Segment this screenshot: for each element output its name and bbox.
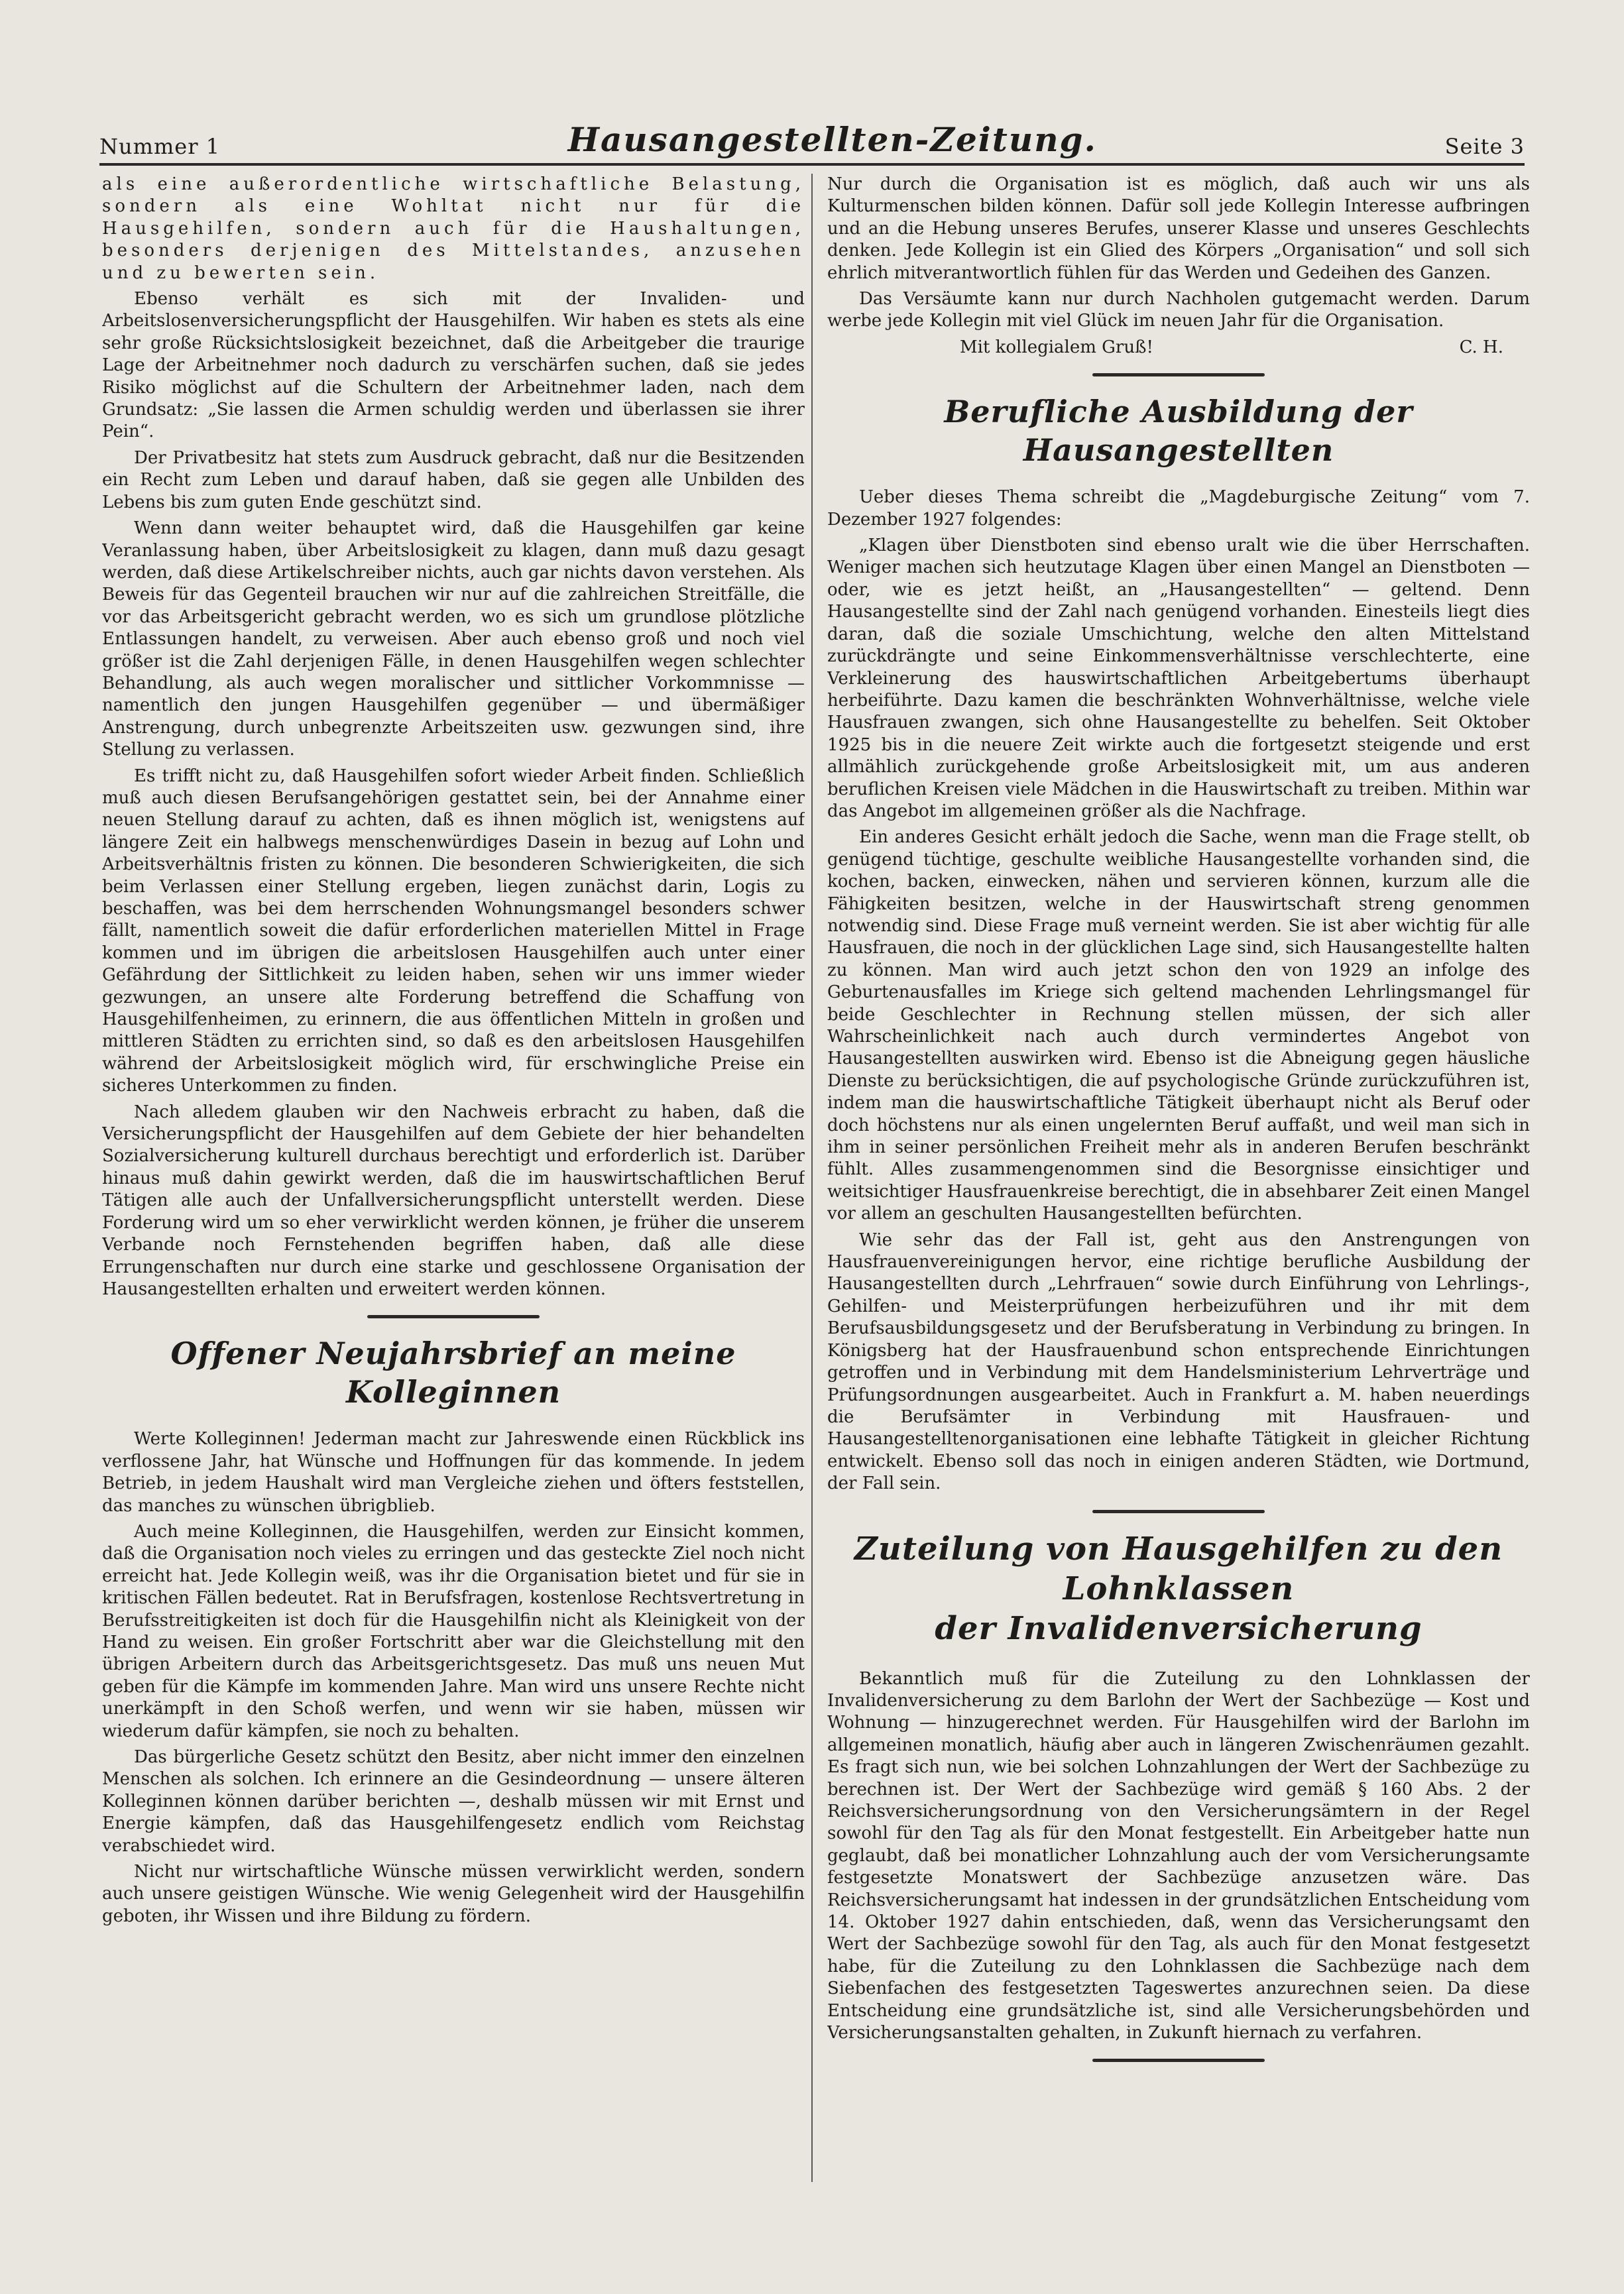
section-separator xyxy=(1092,1510,1265,1513)
section-separator xyxy=(1092,373,1265,376)
article-paragraph: Wenn dann weiter behauptet wird, daß die Hausgehilfen gar keine Veranlassung haben, über Arbeitslosigkeit zu klagen, dann muß dazu gesagt werden, daß diese Artikelschreiber nichts, auch gar nichts davon verstehen. Als Beweis für das Gegenteil brauchen wir nur auf die zahlreichen Streitfälle, die vor das Arbeitsgericht gebracht werden, wo es sich um grundlose plötzliche Entlassungen handelt, zu verweisen. Aber auch ebenso groß und noch viel größer ist die Zahl derjenigen Fälle, in denen Hausgehilfen wegen schlechter Behandlung, als auch wegen moralischer und sittlicher Vorkommnisse — namentlich den jungen Hausgehilfen gegenüber — und übermäßiger Anstrengung, durch unbegrenzte Arbeitszeiten usw. gezwungen sind, ihre Stellung zu verlassen. xyxy=(102,518,805,760)
author-initials: C. H. xyxy=(1459,337,1503,357)
article-paragraph: Ein anderes Gesicht erhält jedoch die Sache, wenn man die Frage stellt, ob genügend tüchtige, geschulte weibliche Hausangestellte vorhanden sind, die kochen, backen, einwecken, nähen und servieren können, kurzum alle die Fähigkeiten besitzen, welche in der Hauswirtschaft streng genommen notwendig sind. Diese Frage muß verneint werden. Sie ist aber wichtig für alle Hausfrauen, die noch in der glücklichen Lage sind, sich Hausangestellte halten zu können. Man wird auch jetzt schon den von 1929 an infolge des Geburtenausfalles im Kriege sich geltend machenden Lehrlingsmangel für beide Geschlechter in Rechnung stellen müssen, der sich aller Wahrscheinlichkeit nach auch durch vermindertes Angebot von Hausangestellten auswirken wird. Ebenso ist die Abneigung gegen häusliche Dienste zu berücksichtigen, die auf psychologische Gründe zurückzuführen ist, indem man die hauswirtschaftliche Tätigkeit überhaupt nicht als Beruf oder doch höchstens nur als einen ungelernten Beruf auffaßt, und weil man sich in ihm in seiner persönlichen Freiheit mehr als in anderen Berufen beschränkt fühlt. Alles zusammengenommen sind die Besorgnisse einsichtiger und weitsichtiger Hausfrauenkreise berechtigt, die in absehbarer Zeit einen Mangel vor allem an geschulten Hausangestellten befürchten. xyxy=(827,827,1530,1224)
right-column xyxy=(827,174,1530,2189)
issue-number: Nummer 1 xyxy=(99,134,221,159)
column-divider xyxy=(811,174,813,2182)
left-column xyxy=(102,174,805,2189)
article-paragraph: Der Privatbesitz hat stets zum Ausdruck gebracht, daß nur die Besitzenden ein Recht zum Leben und darauf haben, daß sie gegen alle Unbilden des Lebens bis zum guten Ende geschützt sind. xyxy=(102,447,805,512)
letter-paragraph: Das Versäumte kann nur durch Nachholen gutgemacht werden. Darum werbe jede Kollegin mit viel Glück im neuen Jahr für die Organisation. xyxy=(827,289,1530,331)
article-paragraph: Nach alledem glauben wir den Nachweis erbracht zu haben, daß die Versicherungspflicht der Hausgehilfen auf dem Gebiete der hier behandelten Sozialversicherung kulturell durchaus berechtigt und erforderlich ist. Darüber hinaus muß dahin gewirkt werden, daß die im hauswirtschaftlichen Beruf Tätigen alle auch der Unfallversicherungspflicht unterstellt werden. Diese Forderung wird um so eher verwirklicht werden können, je früher die unserem Verbande noch Fernstehenden begriffen haben, daß alle diese Errungenschaften nur durch eine starke und geschlossene Organisation der Hausangestellten erhalten und erweitert werden können. xyxy=(102,1102,805,1299)
letter-paragraph: Nur durch die Organisation ist es möglich, daß auch wir uns als Kulturmenschen bilden können. Dafür soll jede Kollegin Interesse aufbringen und an die Hebung unseres Berufes, unserer Klasse und unseres Geschlechts denken. Jede Kollegin ist ein Glied des Körpers „Organisation“ und soll sich ehrlich mitverantwortlich fühlen für das Werden und Gedeihen des Ganzen. xyxy=(827,174,1530,283)
header-rule xyxy=(99,163,1525,166)
letter-paragraph: Nicht nur wirtschaftliche Wünsche müssen verwirklicht werden, sondern auch unsere geistigen Wünsche. Wie wenig Gelegenheit wird der Hausgehilfin geboten, ihr Wissen und ihre Bildung zu fördern. xyxy=(102,1862,805,1926)
article-paragraph: Es trifft nicht zu, daß Hausgehilfen sofort wieder Arbeit finden. Schließlich muß auch diesen Berufsangehörigen gestattet sein, bei der Annahme einer neuen Stellung darauf zu achten, daß es ihnen möglich ist, wenigstens auf längere Zeit ein halbwegs menschenwürdiges Dasein in bezug auf Lohn und Arbeitsverhältnis fristen zu können. Die besonderen Schwierigkeiten, die sich beim Verlassen einer Stellung ergeben, liegen zunächst darin, Logis zu beschaffen, was bei dem herrschenden Wohnungsmangel besonders schwer fällt, namentlich soweit die dafür erforderlichen materiellen Mittel in Frage kommen und im übrigen die arbeitslosen Hausgehilfen auch unter einer Gefährdung der Sittlichkeit zu leiden haben, sehen wir uns immer wieder gezwungen, an unsere alte Forderung betreffend die Schaffung von Hausgehilfenheimen, zu erinnern, die aus öffentlichen Mitteln in großen und mittleren Städten zu errichten sind, so daß es den arbeitslosen Hausgehilfen während der Arbeitslosigkeit möglich wird, für erschwingliche Preise ein sicheres Unterkommen zu finden. xyxy=(102,766,805,1096)
article-paragraph: „Klagen über Dienstboten sind ebenso uralt wie die über Herrschaften. Weniger machen sich heutzutage Klagen über einen Mangel an Dienstboten — oder, wie es jetzt heißt, an „Hausangestellten“ — geltend. Denn Hausangestellte sind der Zahl nach genügend vorhanden. Einesteils liegt dies daran, daß die soziale Umschichtung, welche den alten Mittelstand zurückdrängte und seine Einkommensverhältnisse verschlechterte, eine Verkleinerung des hauswirtschaftlichen Arbeitgebertums überhaupt herbeiführte. Dazu kamen die beschränkten Wohnverhältnisse, welche viele Hausfrauen zwangen, sich ohne Hausangestellte zu behelfen. Seit Oktober 1925 bis in die neuere Zeit wirkte auch die fortgesetzt steigende und erst allmählich zurückgehende große Arbeitslosigkeit mit, um aus anderen beruflichen Kreisen viele Mädchen in die Hauswirtschaft zu treiben. Mithin war das Angebot im allgemeinen größer als die Nachfrage. xyxy=(827,536,1530,821)
page-number: Seite 3 xyxy=(1444,134,1525,159)
article-paragraph: Ebenso verhält es sich mit der Invaliden- und Arbeitslosenversicherungspflicht der Hausgehilfen. Wir haben es stets als eine sehr große Rücksichtslosigkeit bezeichnet, daß die Arbeitgeber die traurige Lage der Arbeitnehmer noch dadurch zu verschärfen suchen, daß sie jedes Risiko möglichst auf die Schultern der Arbeitnehmer laden, nach dem Grundsatz: „Sie lassen die Armen schuldig werden und überlassen sie ihrer Pein“. xyxy=(102,289,805,442)
heading-ausbildung: Berufliche Ausbildung der Hausangestellten xyxy=(944,394,1413,469)
article-paragraph: als eine außerordentliche wirtschaftliche Belastung, sondern als eine Wohltat nicht nur für die Hausgehilfen, sondern auch für die Haushaltungen, besonders derjenigen des Mittelstandes, anzusehen und zu bewerten sein. xyxy=(102,174,805,283)
heading-zuteilung xyxy=(827,1529,1530,1648)
heading-zuteilung-line-1: Zuteilung von Hausgehilfen zu den Lohnklassen xyxy=(854,1530,1503,1607)
heading-zuteilung-line-2: der Invalidenversicherung xyxy=(935,1609,1422,1647)
article-paragraph: Wie sehr das der Fall ist, geht aus den Anstrengungen von Hausfrauenvereinigungen hervor, eine richtige berufliche Ausbildung der Hausangestellten durch „Lehrfrauen“ sowie durch Einführung von Lehrlings-, Gehilfen- und Meisterprüfungen herbeizuführen und ihr mit dem Berufsausbildungsgesetz und der Berufsberatung in Verbindung zu bringen. In Königsberg hat der Hausfrauenbund schon entsprechende Einrichtungen getroffen und in Verbindung mit dem Handelsministerium Lehrverträge und Prüfungsordnungen ausgearbeitet. Auch in Frankfurt a. M. haben neuerdings die Berufsämter in Verbindung mit Hausfrauen- und Hausangestelltenorganisationen eine lebhafte Tätigkeit in gleicher Richtung entwickelt. Ebenso soll das noch in einigen anderen Städten, wie Dortmund, der Fall sein. xyxy=(827,1230,1530,1494)
closing-greeting: Mit kollegialem Gruß! xyxy=(960,337,1153,357)
newspaper-title: Hausangestellten-Zeitung. xyxy=(567,120,1097,159)
letter-signature xyxy=(827,337,1530,359)
article-paragraph: Ueber dieses Thema schreibt die „Magdeburgische Zeitung“ vom 7. Dezember 1927 folgendes: xyxy=(827,487,1530,530)
letter-paragraph: Das bürgerliche Gesetz schützt den Besitz, aber nicht immer den einzelnen Menschen als solchen. Ich erinnere an die Gesindeordnung — unsere älteren Kolleginnen können darüber berichten —, deshalb müssen wir mit Ernst und Energie kämpfen, daß das Hausgehilfengesetz endlich vom Reichstag verabschiedet wird. xyxy=(102,1747,805,1856)
letter-paragraph: Werte Kolleginnen! Jederman macht zur Jahreswende einen Rückblick ins verflossene Jahr, hat Wünsche und Hoffnungen für das kommende. In jedem Betrieb, in jedem Haushalt wird man Vergleiche ziehen und öfters feststellen, das manches zu wünschen übrigblieb. xyxy=(102,1429,805,1516)
letter-paragraph: Auch meine Kolleginnen, die Hausgehilfen, werden zur Einsicht kommen, daß die Organisation noch vieles zu erringen und das gesteckte Ziel noch nicht erreicht hat. Jede Kollegin weiß, was ihr die Organisation bietet und für sie in kritischen Fällen bedeutet. Rat in Berufsfragen, kostenlose Rechtsvertretung in Berufsstreitigkeiten ist doch für die Hausgehilfin nicht als Kleinigkeit von der Hand zu weisen. Ein großer Fortschritt aber war die Gleichstellung mit den übrigen Arbeitern durch das Arbeitsgerichtsgesetz. Das muß uns neuen Mut geben für die Kämpfe im kommenden Jahre. Man wird uns unsere Rechte nicht unerkämpft in den Schoß werfen, und wenn wir sie haben, müssen wir wiederum dafür kämpfen, sie noch zu behalten. xyxy=(102,1521,805,1741)
article-paragraph: Bekanntlich muß für die Zuteilung zu den Lohnklassen der Invalidenversicherung zu dem Barlohn der Wert der Sachbezüge — Kost und Wohnung — hinzugerechnet werden. Für Hausgehilfen wird der Barlohn im allgemeinen monatlich, häufig aber auch in längeren Zwischenräumen gezahlt. Es fragt sich nun, wie bei solchen Lohnzahlungen der Wert der Sachbezüge zu berechnen ist. Der Wert der Sachbezüge wird gemäß § 160 Abs. 2 der Reichsversicherungsordnung von den Versicherungsämtern in der Regel sowohl für den Tag als für den Monat festgestellt. Ein Arbeitgeber hatte nun geglaubt, daß bei monatlicher Lohnzahlung auch der vom Versicherungsamte festgesetzte Monatswert der Sachbezüge anzusetzen wäre. Das Reichsversicherungsamt hat indessen in der grundsätzlichen Entscheidung vom 14. Oktober 1927 dahin entschieden, daß, wenn das Versicherungsamt den Wert der Sachbezüge sowohl für den Tag, als auch für den Monat festgesetzt habe, für die Zuteilung zu den Lohnklassen die Sachbezüge nach dem Siebenfachen des festgesetzten Tageswertes anzurechnen seien. Da diese Entscheidung eine grundsätzliche ist, sind alle Versicherungsbehörden und Versicherungsanstalten gehalten, in Zukunft hiernach zu verfahren. xyxy=(827,1668,1530,2043)
heading-neujahrsbrief: Offener Neujahrsbrief an meine Kolleginnen xyxy=(170,1336,736,1410)
section-separator xyxy=(1092,2059,1265,2062)
page-header xyxy=(99,118,1525,159)
section-separator xyxy=(367,1315,540,1318)
